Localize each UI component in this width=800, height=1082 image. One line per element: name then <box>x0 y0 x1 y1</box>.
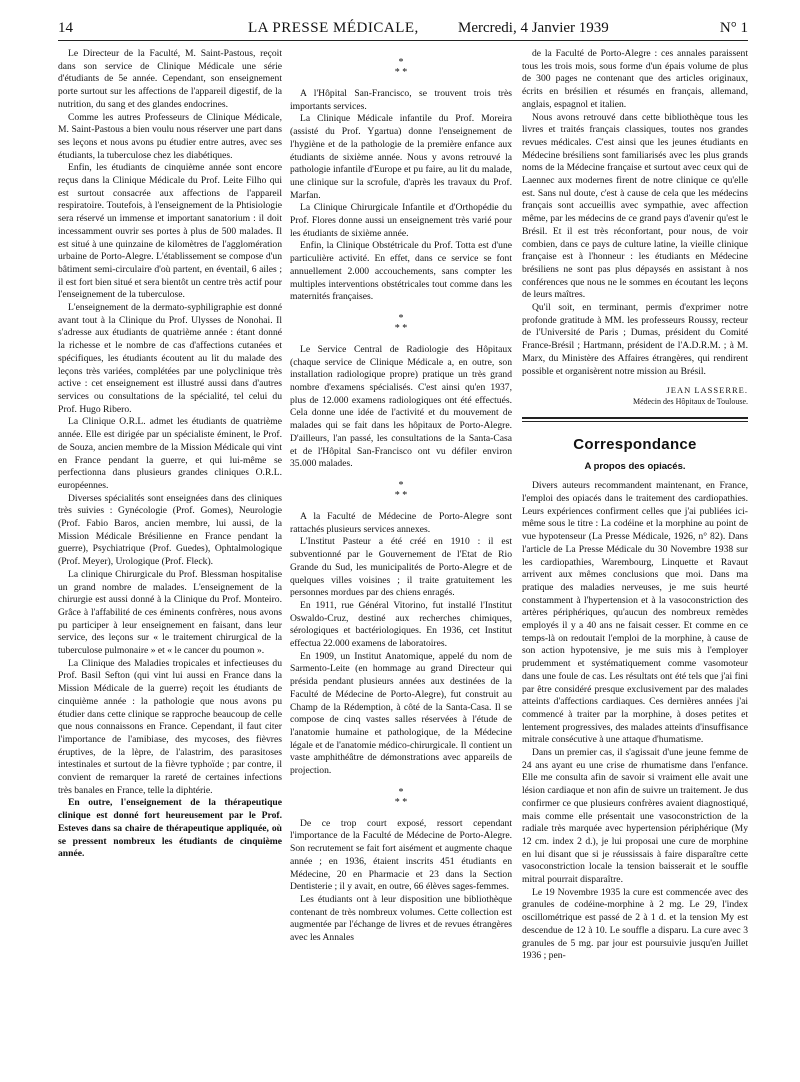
page-number: 14 <box>58 20 73 36</box>
paragraph: Nous avons retrouvé dans cette bibliothèque tous les livres et traités français classiques, toutes nos grandes revues médicales. C'est ainsi que les jeunes étudiants en Médecine brésiliens sont familiarisés avec les plus grands noms de la Médecine française et surtout avec ceux qui de Laennec aux modernes firent de notre clinique ce qu'elle est. Sans nul doute, c'est à cause de cela que les médecins français sont accueillis avec sympathie, avec affection même, par les médecins de ce grand pays d'avenir qu'est le Brésil. Et il est très réconfortant, pour nous, de voir combien, dans ce pays de culture latine, la vieille clinique française est à l'honneur : les étudiants en Médecine brésiliens ne sont pas plus dépaysés en assistant à nos conférences que nous ne le sommes en écoutant les leçons de leurs maîtres. <box>522 111 748 301</box>
paragraph: Diverses spécialités sont enseignées dans des cliniques très suivies : Gynécologie (Prof. Gomes), Neurologie (Prof. Fabio Baros, ancien membre, lui aussi, de la Mission Médicale Brésilienne en France pendant la guerre), Psychiatrique (Prof. Guedes), Ophtalmologique (Prof. Meyer), Urologique (Prof. Fleck). <box>58 492 282 568</box>
section-separator: * * * <box>394 786 408 808</box>
section-separator: * * * <box>394 57 408 78</box>
paragraph: A l'Hôpital San-Francisco, se trouvent trois très importants services. <box>290 88 512 112</box>
section-separator: * * * <box>394 312 408 334</box>
paragraph: A la Faculté de Médecine de Porto-Alegre sont rattachés plusieurs services annexes. <box>290 510 512 535</box>
page-header <box>58 18 748 41</box>
column-3 <box>522 48 748 1063</box>
section-heading: Correspondance <box>573 436 697 454</box>
paragraph: La Clinique des Maladies tropicales et infectieuses du Prof. Basil Sefton (qui vint lui aussi en France dans la Mission Médicale de la guerre) reçoit les étudiants de cinquième année : la pathologie que nous avons pu étudier dans cette clinique se rapproche beaucoup de celle que nous connaissons en France. Cependant, il faut citer l'importance de l'amibiase, des mycoses, des fièvres éruptives, de la lèpre, de l'alastrim, des parasitoses intestinales et surtout de la fièvre typhoïde ; par contre, il convient de remarquer la rareté de certaines infections très banales en France, telle la diphtérie. <box>58 657 282 796</box>
section-divider <box>522 421 748 422</box>
paragraph: La Clinique Chirurgicale Infantile et d'Orthopédie du Prof. Flores donne aussi un enseignement très varié pour les étudiants de sixième année. <box>290 202 512 239</box>
issue-date: Mercredi, 4 Janvier 1939 <box>458 20 609 36</box>
paragraph: Le Directeur de la Faculté, M. Saint-Pastous, reçoit dans son service de Clinique Médicale une série d'étudiants de 5e année. Cependant, son enseignement porte surtout sur les affections de l'appareil digestif, de la nutrition, du sang et des glandes endocrines. <box>58 48 282 110</box>
article-title: A propos des opiacés. <box>584 461 686 473</box>
paragraph: Le Service Central de Radiologie des Hôpitaux (chaque service de Clinique Médicale a, en outre, son installation radiologique propre) pratique un très grand nombre d'examens spécialisés. C'est ainsi qu'en 1937, plus de 12.000 examens radiologiques ont été effectués. Cela donne une idée de l'activité et du mouvement de malades qui se fait dans les hôpitaux de Porto-Alegre. D'ailleurs, l'an passé, les consultations de la Santa-Casa et de l'Hôpital San-Francisco ont vu défiler environ 35.000 malades. <box>290 343 512 470</box>
author-title: Médecin des Hôpitaux de Toulouse. <box>632 397 748 407</box>
paragraph: La clinique Chirurgicale du Prof. Blessman hospitalise un grand nombre de malades. L'enseignement de la chirurgie est aussi donné à la Clinique du Prof. Monteiro. Grâce à l'affabilité de ces éminents confrères, nous avons pu participer à leur enseignement en faisant, dans leur service, des leçons sur « le traitement chirurgical de la tuberculose pulmonaire » et « le cancer du poumon ». <box>58 568 282 657</box>
paragraph: Enfin, les étudiants de cinquième année sont encore reçus dans la Clinique Médicale du Prof. Leite Filho qui est surtout consacrée aux affections de l'appareil respiratoire. Toutefois, à l'enseignement de la Phtisiologie sera réservé un immense et important sanatorium : il doit incessamment ouvrir ses portes à plus de 500 malades. Il est situé à une quinzaine de kilomètres de l'agglomération urbaine de Porto-Alegre. L'établissement se compose d'un bâtiment semi-circulaire d'où partent, en éventail, 6 ailes ; il est fort bien situé et sera bientôt un centre très actif pour l'enseignement de la tuberculose. <box>58 162 282 301</box>
paragraph: De ce trop court exposé, ressort cependant l'importance de la Faculté de Médecine de Porto-Alegre. Son recrutement se fait fort aisément et augmente chaque année ; en 1936, étaient inscrits 451 étudiants en Médecine, 20 en Pharmacie et 23 dans la Section Dentisterie ; il y avait, en outre, 66 élèves sages-femmes. <box>290 817 512 893</box>
paragraph: Comme les autres Professeurs de Clinique Médicale, M. Saint-Pastous a bien voulu nous réserver une part dans ses leçons et nous avons pu étudier entre autres, avec ses étudiants, la tuberculose chez les diabétiques. <box>58 111 282 161</box>
section-divider <box>522 417 748 419</box>
paragraph: La Clinique O.R.L. admet les étudiants de quatrième année. Elle est dirigée par un spécialiste éminent, le Prof. de Souza, ancien membre de la Mission Médicale qui vint en France pendant la guerre, et qui lui-même se perfectionna dans plusieurs grandes cliniques O.R.L. européennes. <box>58 416 282 491</box>
paragraph: Les étudiants ont à leur disposition une bibliothèque contenant de très nombreux volumes. Cette collection est augmentée par l'échange de livres et de revues étrangères avec les Annales <box>290 893 512 944</box>
paragraph: En outre, l'enseignement de la thérapeutique clinique est donné fort heureusement par le Prof. Esteves dans sa chaire de thérapeutique appliquée, où se pressent nombreux les étudiants de cinquième année. <box>58 797 282 860</box>
column-2 <box>290 48 512 1063</box>
paragraph: En 1911, rue Général Vitorino, fut installé l'Institut Oswaldo-Cruz, destiné aux recherches chimiques, sérologiques et bactériologiques. En 1936, cet Institut effectua 22.000 examens de laboratoires. <box>290 599 512 650</box>
paragraph: L'Institut Pasteur a été créé en 1910 : il est subventionné par le Gouvernement de l'Etat de Rio Grande du Sud, les municipalités de Porto-Alegre et de quelques villes voisines ; il traite gratuitement les personnes mordues par des chiens enragés. <box>290 536 512 599</box>
paragraph: de la Faculté de Porto-Alegre : ces annales paraissent tous les trois mois, sous forme d'un épais volume de plus de 300 pages ne contenant que des articles originaux, écrits en brésilien et résumés en français, allemand, anglais, espagnol et italien. <box>522 48 748 110</box>
paragraph: Qu'il soit, en terminant, permis d'exprimer notre profonde gratitude à MM. les professeurs Roussy, recteur de l'Université de Paris ; Dumas, président du Comité France-Brésil ; Hartmann, président de l'A.D.R.M. ; à M. Marx, du Ministère des Affaires étrangères, qui rendirent possible et organisèrent notre mission au Brésil. <box>522 302 748 377</box>
paragraph: Divers auteurs recommandent maintenant, en France, l'emploi des opiacés dans le traitement des cardiopathies. Leurs expériences confirment celles que j'ai publiées ici-même sous le titre : La codéine et la morphine au point de vue hypotenseur (La Presse Médicale, 1926, n° 82). Dans l'article de La Presse Médicale du 30 Novembre 1938 sur les cardiopathies, Warembourg, Linquette et Ravaut arrivent aux mêmes conclusions que moi. Dans ma pratique des maladies nerveuses, je me suis heurté constamment à l'hypertension et à la vasoconstriction des artères périphériques, qu'aucun des nombreux remèdes employés il y a 40 ans ne faisait cesser. Et comme en ce temps-là on redoutait l'emploi de la morphine, à cause de son action hypotensive, je me suis mis à l'employer prudemment et systématiquement comme vasomoteur dans une foule de cas. Les résultats ont été tels que j'ai fini par être considéré presque exclusivement par des malades atteints d'affections cardiaques. Ces dernières années j'ai commencé à traiter par la morphine, à doses petites et lentement progressives, des malades atteints d'insuffisance mitrale consécutive à une attaque d'humatisme. <box>522 480 748 746</box>
column-1 <box>58 48 282 1063</box>
paragraph: La Clinique Médicale infantile du Prof. Moreira (assisté du Prof. Ygartua) donne l'enseignement de l'hygiène et de la pathologie de la première enfance aux étudiants de sixième année. Nous y avons retrouvé la pathologie infantile d'Europe et pu faire, au lit du malade, une clinique sur la scrofule, d'après les travaux du Prof. Marfan. <box>290 113 512 201</box>
paragraph: En 1909, un Institut Anatomique, appelé du nom de Sarmento-Leite (en hommage au grand Directeur qui présida pendant plusieurs années aux destinées de la Faculté de Médecine de Porto-Alegre), fut construit au Champ de la Rédemption, à côté de la Santa-Casa. Il se compose de cinq vastes salles réservées à l'étude de l'anatomie humaine et pathologique, de la Médecine légale et de l'anatomie médico-chirurgicale. Il contient un vaste amphithéâtre de démonstrations avec appareils de projection. <box>290 650 512 777</box>
paragraph: Dans un premier cas, il s'agissait d'une jeune femme de 24 ans ayant eu une crise de rhumatisme dans l'enfance. Elle me consulta afin de savoir si vraiment elle avait une lésion cardiaque et non afin de suivre un traitement. Je dus confirmer ce que plusieurs confrères avaient diagnostiqué, mais comme elle présentait une vasoconstriction de la radiale très marquée avec hypertension périphérique (My 12 cm. index 2 d.), je lui proposai une cure de morphine en lui disant que si je réussissais à faire disparaître cette vasoconstriction locale la tension baisserait et le souffle mitral pourrait disparaître. <box>522 747 748 886</box>
paragraph: L'enseignement de la dermato-syphiligraphie est donné avant tout à la Clinique du Prof. Ulysses de Nonohai. Il s'adresse aux étudiants de quatrième année : étant donné la richesse et le nombre de cas d'affections cutanées et spécifiques, les étudiants écoutent au lit du malade des leçons très variées, complétées par une polyclinique très active : cet enseignement est illustré aussi dans d'autres services ou consultations de la spécialité, tel celui du Prof. Hugo Ribero. <box>58 302 282 415</box>
paragraph: Enfin, la Clinique Obstétricale du Prof. Totta est d'une particulière activité. En effet, dans ce service se font annuellement 2.000 accouchements, sans compter les multiples interventions obstétricales tout comme dans les maternités françaises. <box>290 240 512 303</box>
journal-title: LA PRESSE MÉDICALE, <box>248 20 419 36</box>
issue-number: N° 1 <box>719 20 748 36</box>
section-separator: * * * <box>394 479 408 501</box>
paragraph: Le 19 Novembre 1935 la cure est commencée avec des granules de codéine-morphine à 2 mg. Le 29, l'index oscillométrique est passé de 2 à 1 d. et la tension My est descendue de 12 à 10. Le souffle a disparu. La cure avec 3 granules de 5 mg. par jour est poursuivie jusqu'en Juillet 1936 ; pen- <box>522 886 748 962</box>
author-signature: JEAN LASSERRE. <box>666 385 748 396</box>
